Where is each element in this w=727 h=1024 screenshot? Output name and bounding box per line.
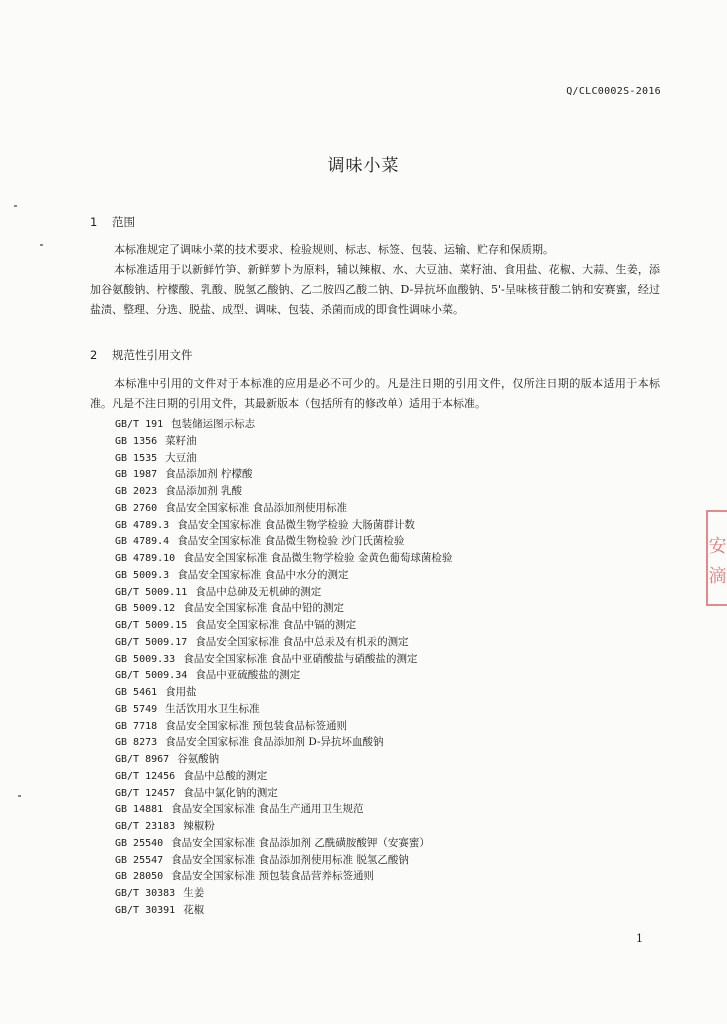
scan-mark [40,244,43,246]
reference-code: GB/T 23183 [115,821,176,832]
reference-code: GB 1987 [115,469,158,481]
section-number: 1 [90,215,98,229]
reference-title: 食品中亚硫酸盐的测定 [195,669,301,682]
list-item [115,600,452,617]
reference-title: 食品安全国家标准 食品微生物学检验 大肠菌群计数 [177,518,415,531]
reference-code: GB 28050 [115,871,164,883]
list-item [115,684,452,701]
list-item [115,500,452,517]
reference-title: 食品安全国家标准 食品中镉的测定 [195,619,357,631]
list-item [115,550,452,567]
list-item [115,533,452,550]
reference-code: GB/T 191 [115,419,164,430]
reference-title: 食品安全国家标准 食品微生物检验 沙门氏菌检验 [177,535,405,548]
reference-title: 食品添加剂 乳酸 [165,485,242,497]
reference-title: 食品安全国家标准 食品中亚硝酸盐与硝酸盐的测定 [183,652,418,665]
reference-code: GB 2023 [115,486,158,497]
reference-title: 菜籽油 [165,434,197,447]
reference-title: 大豆油 [165,451,197,464]
paragraph: 本标准中引用的文件对于本标准的应用是必不可少的。凡是注日期的引用文件，仅所注日期的版本适用于本标准。凡是不注日期的引用文件，其最新版本（包括所有的修改单）适用于本标准。 [90,377,660,410]
reference-title: 食品中氯化钠的测定 [183,786,278,799]
reference-title: 食品添加剂 柠檬酸 [165,468,253,481]
list-item [115,634,452,651]
reference-title: 包装储运图示标志 [171,418,256,430]
document-code: Q/CLC0002S-2016 [566,86,661,97]
reference-code: GB/T 8967 [115,754,170,765]
reference-code: GB 1535 [115,452,158,464]
list-item [115,835,452,852]
reference-title: 食品中总砷及无机砷的测定 [195,585,322,598]
list-item [115,768,452,785]
reference-code: GB 4789.4 [115,536,170,548]
reference-code: GB/T 5009.17 [115,636,188,648]
reference-code: GB 4789.3 [115,519,170,531]
reference-code: GB/T 12457 [115,787,176,799]
list-item [115,701,452,718]
reference-title: 花椒 [183,903,205,916]
section-heading-references [90,347,193,363]
reference-code: GB 25540 [115,837,164,849]
reference-list [115,416,452,919]
reference-code: GB/T 12456 [115,770,176,782]
list-item [115,801,452,818]
list-item [115,885,452,902]
reference-title: 食品安全国家标准 食品添加剂 乙酰磺胺酸钾（安赛蜜） [171,836,430,849]
section-number: 2 [90,348,98,362]
list-item [115,584,452,601]
reference-title: 食品安全国家标准 食品中铅的测定 [183,602,345,615]
list-item [115,517,452,534]
reference-title: 辣椒粉 [183,820,215,832]
document-title: 调味小菜 [327,156,400,176]
reference-title: 食品安全国家标准 预包装食品营养标签通则 [171,870,375,883]
reference-code: GB 5009.3 [115,569,170,581]
section-title: 范围 [112,215,135,229]
list-item [115,667,452,684]
reference-title: 食品安全国家标准 食品添加剂使用标准 [165,501,347,514]
reference-code: GB 5009.12 [115,603,176,615]
reference-title: 食品安全国家标准 食品添加剂使用标准 脱氢乙酸钠 [171,853,409,866]
reference-code: GB 7718 [115,720,158,732]
reference-code: GB 14881 [115,804,164,816]
reference-title: 生活饮用水卫生标准 [165,702,260,715]
scan-mark [14,205,17,207]
section-title: 规范性引用文件 [112,348,193,362]
reference-code: GB 2760 [115,502,158,514]
reference-code: GB/T 5009.34 [115,670,188,682]
reference-code: GB/T 30383 [115,888,176,899]
list-item [115,617,452,634]
reference-title: 食用盐 [165,686,197,698]
reference-code: GB/T 5009.15 [115,620,188,631]
reference-code: GB/T 30391 [115,904,176,916]
list-item [115,734,452,751]
list-item [115,416,452,433]
reference-code: GB 5461 [115,687,158,698]
list-item [115,785,452,802]
reference-code: GB 5009.33 [115,653,176,665]
list-item [115,450,452,467]
paragraph: 本标准规定了调味小菜的技术要求、检验规则、标志、标签、包装、运输、贮存和保质期。 [114,243,554,256]
reference-title: 食品安全国家标准 食品生产通用卫生规范 [171,803,364,816]
reference-title: 食品安全国家标准 食品添加剂 D-异抗坏血酸钠 [165,736,384,749]
reference-title: 食品安全国家标准 预包装食品标签通则 [165,719,347,732]
list-item [115,818,452,835]
seal-stamp: 安 滴 [706,510,727,606]
reference-title: 食品安全国家标准 食品中总汞及有机汞的测定 [195,635,409,648]
paragraph: 本标准适用于以新鲜竹笋、新鲜萝卜为原料，辅以辣椒、水、大豆油、菜籽油、食用盐、花椒、大蒜、生姜，添加谷氨酸钠、柠檬酸、乳酸、脱氢乙酸钠、乙二胺四乙酸二钠、D-异抗坏血酸钠、5'-呈味核苷酸二钠和安赛蜜，经过盐渍、整理、分选、脱盐、成型、调味、包装、杀菌而成的即食性调味小菜。 [90,263,660,316]
list-item [115,902,452,919]
list-item [115,868,452,885]
reference-code: GB 25547 [115,854,164,866]
list-item [115,852,452,869]
reference-code: GB 8273 [115,737,158,749]
reference-title: 食品中总酸的测定 [183,769,268,782]
page-number: 1 [636,932,643,945]
list-item [115,567,452,584]
reference-code: GB/T 5009.11 [115,586,188,598]
list-item [115,751,452,768]
list-item [115,651,452,668]
reference-code: GB 1356 [115,435,158,447]
reference-title: 生姜 [183,887,205,899]
list-item [115,718,452,735]
list-item [115,466,452,483]
reference-code: GB 4789.10 [115,553,176,564]
reference-code: GB 5749 [115,703,158,715]
reference-title: 食品安全国家标准 食品中水分的测定 [177,568,349,581]
list-item [115,483,452,500]
reference-title: 谷氨酸钠 [177,753,220,765]
list-item [115,433,452,450]
reference-title: 食品安全国家标准 食品微生物学检验 金黄色葡萄球菌检验 [183,552,453,564]
scan-mark [18,795,21,797]
section-heading-scope [90,214,135,230]
